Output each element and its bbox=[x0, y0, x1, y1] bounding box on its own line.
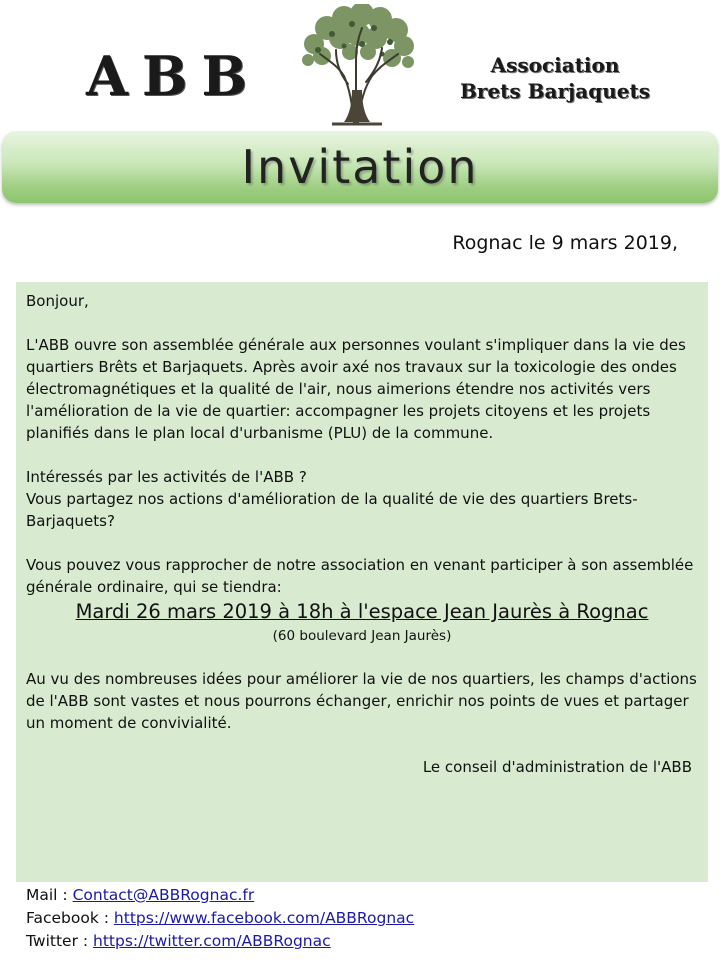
paragraph-invite: Vous pouvez vous rapprocher de notre association en venant participer à son assemblée générale ordinaire, qui se tiendra: bbox=[26, 556, 694, 596]
mail-line bbox=[26, 884, 414, 907]
mail-link[interactable]: Contact@ABBRognac.fr bbox=[72, 886, 255, 904]
facebook-label: Facebook : bbox=[26, 909, 114, 927]
question-share: Vous partagez nos actions d'amélioration de la qualité de vie des quartiers Brets-Barjaquets? bbox=[26, 490, 638, 530]
footer-contacts bbox=[26, 884, 414, 953]
twitter-label: Twitter : bbox=[26, 932, 94, 950]
letter-box bbox=[16, 282, 708, 882]
paragraph-intro: L'ABB ouvre son assemblée générale aux personnes voulant s'impliquer dans la vie des quartiers Brêts et Barjaquets. Après avoir axé nos travaux sur la toxicologie des ondes électromagnétiques et la qualité de l'air, nous aimerions étendre nos activités vers l'amélioration de la vie de quartier: accompagner les projets citoyens et les projets planifiés dans le plan local d'urbanisme (PLU) de la commune. bbox=[26, 336, 686, 442]
association-name-line1: Association bbox=[490, 53, 620, 77]
mail-label: Mail : bbox=[26, 886, 73, 904]
banner-title: Invitation bbox=[241, 140, 479, 194]
abb-logo: ABB bbox=[86, 44, 262, 108]
facebook-line bbox=[26, 907, 414, 930]
question-interest: Intéressés par les activités de l'ABB ? bbox=[26, 468, 307, 486]
letter-text bbox=[26, 290, 698, 778]
paragraph-ideas: Au vu des nombreuses idées pour améliorer la vie de nos quartiers, les champs d'actions de l'ABB sont vastes et nous pourrons échanger, enrichir nos points de vues et partager un moment de convivialité. bbox=[26, 670, 697, 732]
header bbox=[0, 0, 720, 130]
invitation-banner bbox=[2, 131, 718, 203]
olive-tree-icon bbox=[292, 4, 422, 128]
greeting: Bonjour, bbox=[26, 292, 89, 310]
event-title: Mardi 26 mars 2019 à 18h à l'espace Jean Jaurès à Rognac bbox=[75, 600, 649, 623]
event-address: (60 boulevard Jean Jaurès) bbox=[272, 628, 452, 644]
association-name-line2: Brets Barjaquets bbox=[460, 79, 650, 103]
date-line: Rognac le 9 mars 2019, bbox=[452, 232, 678, 254]
twitter-line bbox=[26, 930, 414, 953]
facebook-link[interactable]: https://www.facebook.com/ABBRognac bbox=[113, 909, 415, 927]
signature: Le conseil d'administration de l'ABB bbox=[422, 758, 692, 776]
twitter-link[interactable]: https://twitter.com/ABBRognac bbox=[93, 932, 331, 950]
association-name bbox=[420, 52, 690, 104]
